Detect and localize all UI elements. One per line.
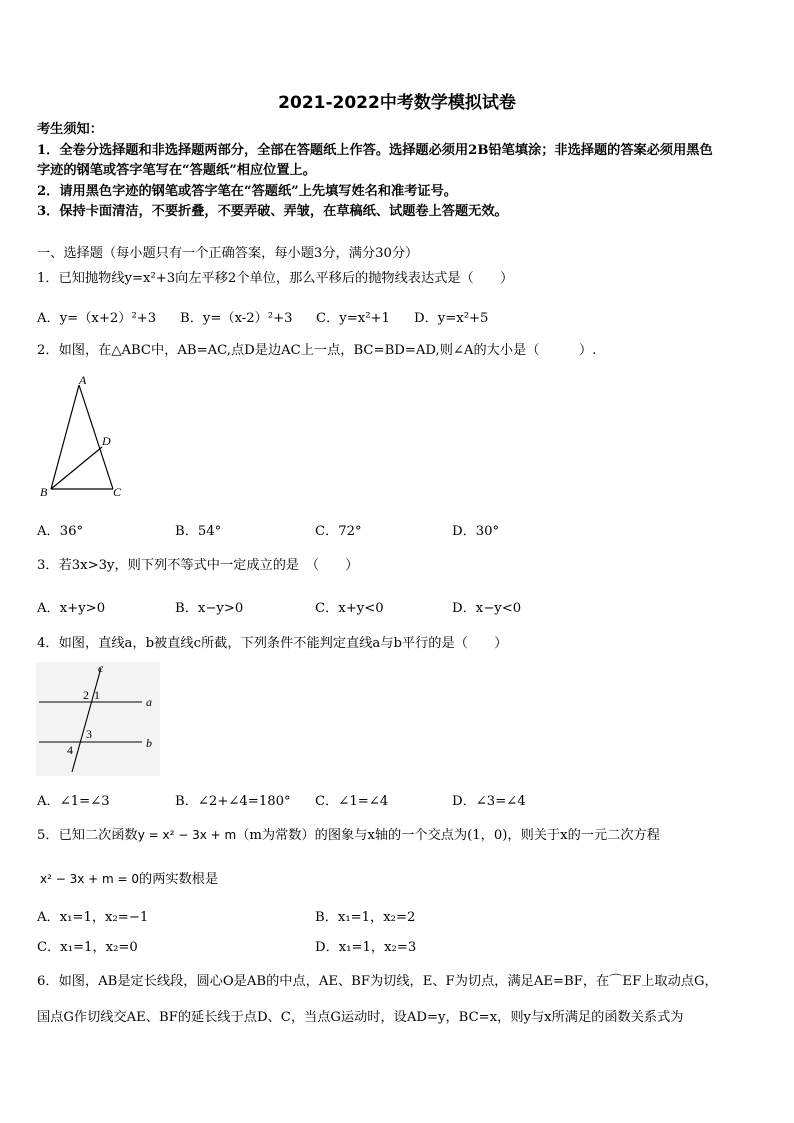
q5-stem-suffix: （m为常数）的图象与x轴的一个交点为(1，0)，则关于x的一元二次方程 [236,828,660,843]
label-1: 1 [94,688,100,702]
question-5-equation-line [40,870,218,889]
q1-option-b: B．y=（x-2）²+3 [180,311,293,326]
label-a: a [146,695,152,709]
segment-ab [51,385,79,489]
label-a: A [79,373,87,387]
q3-option-a: A．x+y>0 [37,601,106,616]
label-2: 2 [83,688,89,702]
label-b: b [146,736,152,750]
triangle-figure [34,372,134,502]
segment-bd [51,447,102,489]
q4-option-a: A．∠1=∠3 [37,794,110,809]
q1-option-c: C．y=x²+1 [316,311,390,326]
notice-item: 3．保持卡面清洁，不要折叠，不要弄破、弄皱，在草稿纸、试题卷上答题无效。 [37,204,508,219]
q3-option-c: C．x+y<0 [315,601,384,616]
q5-option-c: C．x₁=1，x₂=0 [37,940,138,955]
question-6-line-2: 国点G作切线交AE、BF的延长线于点D、C，当点G运动时，设AD=y，BC=x，则y与x所满足的函数关系式为 [37,1010,684,1025]
question-5-stem [37,826,660,845]
q5-formula: y = x² − 3x + m [137,828,237,842]
notice-heading: 考生须知： [37,122,103,137]
question-3-stem: 3．若3x>3y，则下列不等式中一定成立的是 （ ） [37,558,359,573]
question-1-stem: 1．已知抛物线y=x²+3向左平移2个单位，那么平移后的抛物线表达式是（ ） [37,271,514,286]
notice-item: 2．请用黑色字迹的钢笔或答字笔在“答题纸”上先填写姓名和准考证号。 [37,184,457,199]
q5-stem-prefix: 5．已知二次函数 [37,828,138,843]
q5-equation-suffix: 的两实数根是 [139,872,219,887]
page-title: 2021-2022中考数学模拟试卷 [278,93,516,113]
label-3: 3 [86,727,92,741]
label-4: 4 [67,743,73,757]
q1-option-a: A．y=（x+2）²+3 [37,311,157,326]
q5-option-a: A．x₁=1，x₂=−1 [37,910,149,925]
label-b: B [40,485,48,499]
q3-option-d: D．x−y<0 [452,601,522,616]
q4-option-b: B．∠2+∠4=180° [175,794,291,809]
question-6-line-1: 6．如图，AB是定长线段，圆心O是AB的中点，AE、BF为切线，E、F为切点，满足AE=BF，在⌒EF上取动点G， [37,974,718,989]
notice-item: 字迹的钢笔或答字笔写在“答题纸”相应位置上。 [37,163,316,178]
q5-equation: x² − 3x + m = 0 [40,872,140,886]
question-2-stem: 2．如图，在△ABC中，AB=AC,点D是边AC上一点，BC=BD=AD,则∠A的大小是（ ）. [37,343,597,358]
q1-option-d: D．y=x²+5 [414,311,489,326]
parallel-lines-figure [36,662,160,776]
q2-option-b: B．54° [175,524,222,539]
q5-option-b: B．x₁=1，x₂=2 [315,910,416,925]
q3-option-b: B．x−y>0 [175,601,244,616]
section-heading: 一、选择题（每小题只有一个正确答案，每小题3分，满分30分） [37,246,419,261]
q4-option-d: D．∠3=∠4 [452,794,526,809]
notice-item: 1．全卷分选择题和非选择题两部分，全部在答题纸上作答。选择题必须用2B铅笔填涂；非选择题的答案必须用黑色 [37,143,713,158]
q2-option-a: A．36° [37,524,84,539]
q4-option-c: C．∠1=∠4 [315,794,389,809]
label-c: c [98,662,104,675]
q2-option-d: D．30° [452,524,500,539]
question-4-stem: 4．如图，直线a，b被直线c所截，下列条件不能判定直线a与b平行的是（ ） [37,636,508,651]
label-c: C [113,485,122,499]
label-d: D [102,434,111,448]
q5-option-d: D．x₁=1，x₂=3 [315,940,417,955]
q2-option-c: C．72° [315,524,362,539]
